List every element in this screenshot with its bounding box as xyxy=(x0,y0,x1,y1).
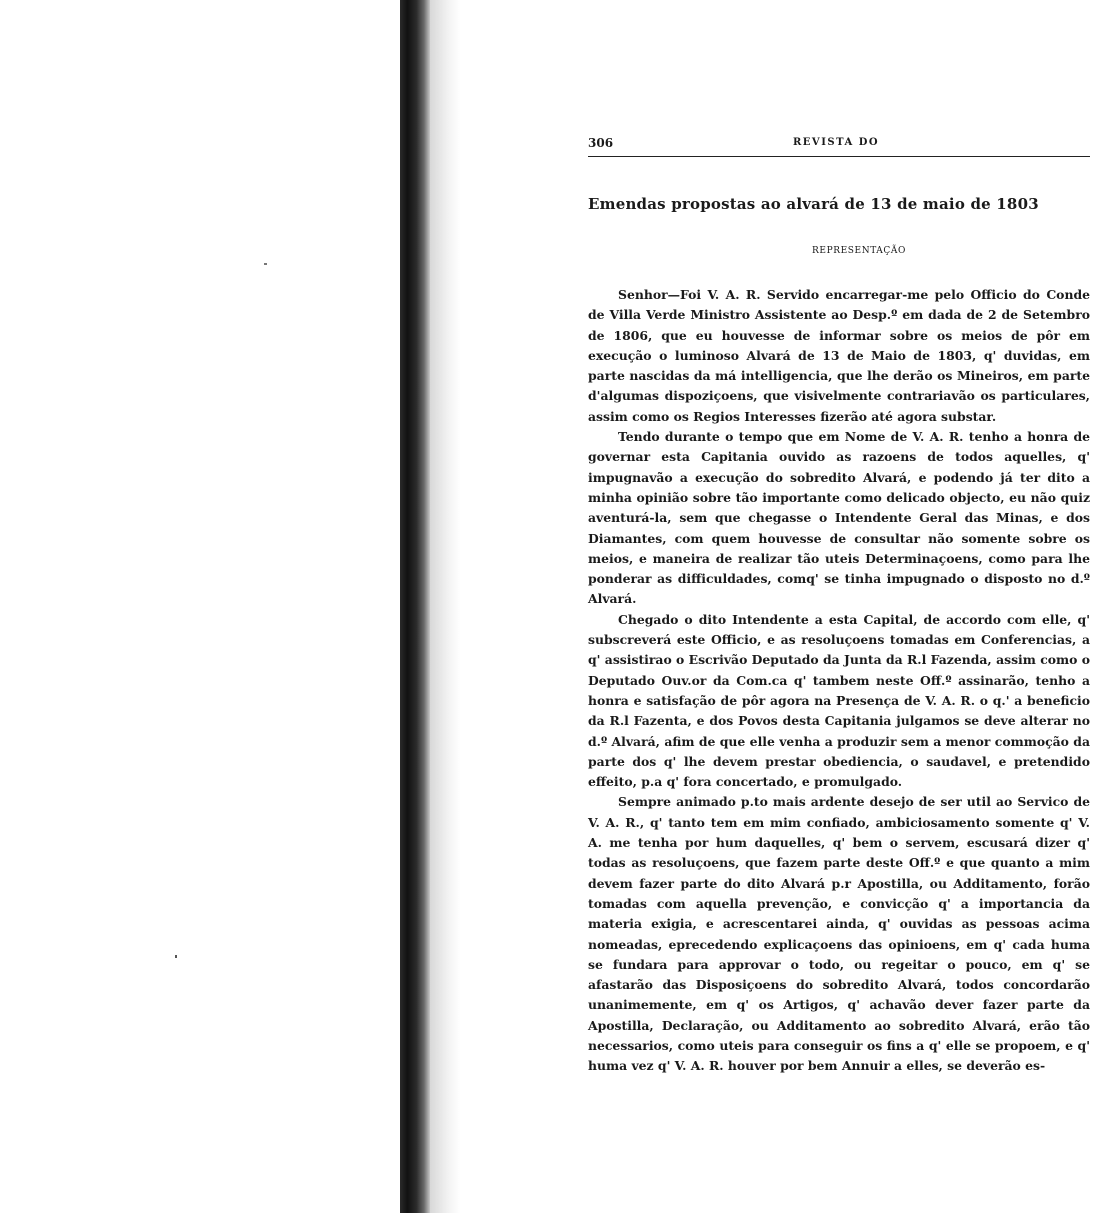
page-number: 306 xyxy=(588,136,614,150)
journal-name: REVISTA DO xyxy=(793,137,880,148)
article-body xyxy=(588,285,1090,1077)
binding-gutter xyxy=(400,0,430,1213)
scan-speck xyxy=(175,955,177,958)
gutter-shadow xyxy=(430,0,460,1213)
section-heading: REPRESENTAÇÃO xyxy=(812,246,906,256)
paragraph: Tendo durante o tempo que em Nome de V. A. R. tenho a honra de governar esta Capitania ouvido as razoens de todos aquelles, q' impugnavão a execução do sobredito Alvará, e podendo já ter dito a minha opinião sobre tão importante como delicado objecto, eu não quiz aventurá-la, sem que chegasse o Intendente Geral das Minas, e dos Diamantes, com quem houvesse de consultar não somente sobre os meios, e maneira de realizar tão uteis Determinaçoens, como para lhe ponderar as difficuldades, comq' se tinha impugnado o disposto no d.º Alvará. xyxy=(588,429,1090,607)
running-header xyxy=(588,136,1090,157)
scan-speck xyxy=(264,263,267,265)
paragraph: Chegado o dito Intendente a esta Capital, de accordo com elle, q' subscreverá este Officio, e as resoluçoens tomadas em Conferencias, a q' assistirao o Escrivão Deputado da Junta da R.l Fazenda, assim como o Deputado Ouv.or da Com.ca q' tambem neste Off.º assinarão, tenho a honra e satisfação de pôr agora na Presença de V. A. R. o q.' a beneficio da R.l Fazenta, e dos Povos desta Capitania julgamos se deve alterar no d.º Alvará, afim de que elle venha a produzir sem a menor commoção da parte dos q' lhe devem prestar obediencia, o saudavel, e pretendido effeito, p.a q' fora concertado, e promulgado. xyxy=(588,611,1090,790)
paragraph: Sempre animado p.to mais ardente desejo de ser util ao Servico de V. A. R., q' tanto tem em mim confiado, ambiciosamento somente q' V. A. me tenha por hum daquelles, q' bem o servem, escusará dizer q' todas as resoluçoens, que fazem parte deste Off.º e que quanto a mim devem fazer parte do dito Alvará p.r Apostilla, ou Additamento, forão tomadas com aquella prevenção, e convicção q' a importancia da materia exigia, e acrescentarei ainda, q' ouvidas as pessoas acima nomeadas, eprecedendo explicaçoens das opinioens, em q' cada huma se fundara para approvar o todo, ou regeitar o pouco, em q' se afastarão das Disposiçoens do sobredito Alvará, todos concordarão unanimemente, em q' os Artigos, q' achavão dever fazer parte da Apostilla, Declaração, ou Additamento ao sobredito Alvará, erão tão necessarios, como uteis para conseguir os fins a q' elle se propoem, e q' huma vez q' V. A. R. houver por bem Annuir a elles, se deverão es- xyxy=(588,794,1090,1074)
paragraph: Senhor—Foi V. A. R. Servido encarregar-me pelo Officio do Conde de Villa Verde Ministro Assistente ao Desp.º em dada de 2 de Setembro de 1806, que eu houvesse de informar sobre os meios de pôr em execução o luminoso Alvará de 13 de Maio de 1803, q' duvidas, em parte nascidas da má intelligencia, que lhe derão os Mineiros, em parte d'algumas dispoziçoens, que visivelmente contrariavão os particulares, assim como os Regios Interesses fizerão até agora substar. xyxy=(588,287,1090,424)
printed-page xyxy=(588,136,1090,1077)
article-title: Emendas propostas ao alvará de 13 de maio de 1803 xyxy=(588,195,1039,213)
